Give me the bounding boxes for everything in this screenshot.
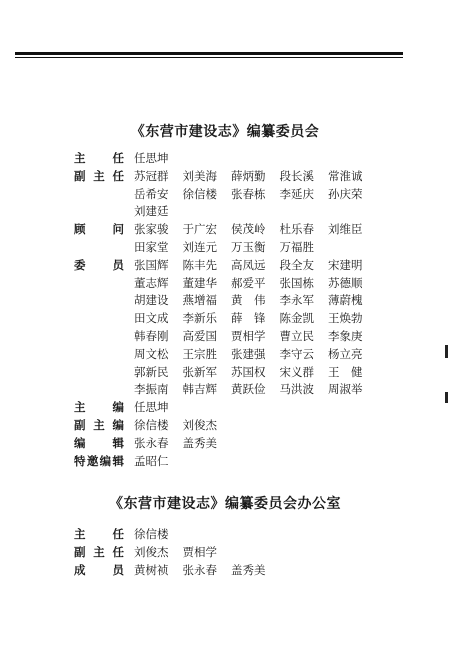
member-name: 张永春 — [134, 435, 169, 450]
member-name: 杨立亮 — [328, 346, 363, 361]
member-name: 徐信楼 — [134, 418, 169, 432]
member-name: 常淮诚 — [328, 168, 363, 183]
role-label-char: 任 — [112, 151, 124, 165]
member-name: 黄跃俭 — [231, 382, 266, 397]
role-label-char: 任 — [112, 527, 124, 541]
member-name: 苏冠群 — [134, 168, 169, 183]
role-label-char: 员 — [112, 563, 124, 578]
role-label-char: 副 — [74, 418, 86, 432]
role-label — [74, 399, 124, 415]
member-name: 高凤远 — [231, 257, 266, 272]
role-label-char: 员 — [112, 257, 124, 272]
member-name: 刘俊杰 — [182, 418, 217, 432]
member-name: 盖秀美 — [182, 435, 217, 450]
member-name: 刘俊杰 — [134, 545, 169, 560]
role-label-char: 主 — [93, 168, 105, 183]
member-name: 李延庆 — [279, 186, 314, 201]
member-name: 韩吉辉 — [182, 382, 217, 397]
member-name: 于广宏 — [182, 222, 217, 237]
member-name: 周文松 — [134, 346, 169, 361]
role-label — [74, 526, 124, 542]
member-name: 宋义群 — [279, 364, 314, 379]
member-name: 董志辉 — [134, 275, 169, 290]
role-label-char: 顾 — [74, 222, 86, 237]
member-name: 段长溪 — [279, 168, 314, 183]
name-row — [134, 239, 328, 255]
member-name: 张新军 — [182, 364, 217, 379]
name-row — [134, 435, 231, 451]
member-name: 田家堂 — [134, 240, 169, 254]
role-label-char: 委 — [74, 257, 86, 272]
member-name: 苏德顺 — [328, 275, 363, 290]
name-row — [134, 453, 183, 469]
role-label-char: 主 — [93, 545, 105, 560]
name-row — [134, 186, 377, 202]
member-name: 王焕勃 — [328, 311, 363, 326]
role-label-char: 辑 — [112, 435, 124, 450]
member-name: 段全友 — [279, 257, 314, 272]
member-name: 苏国权 — [231, 364, 266, 379]
member-name: 贾相学 — [182, 545, 217, 560]
role-label-char: 特 — [74, 453, 86, 468]
name-row — [134, 275, 377, 291]
role-label — [74, 453, 124, 469]
name-row — [134, 310, 377, 326]
member-name: 孙庆荣 — [328, 186, 363, 201]
office-title: 《东营市建设志》编纂委员会办公室 — [109, 496, 341, 512]
member-name: 刘美海 — [182, 168, 217, 183]
member-name: 李守云 — [279, 346, 314, 361]
member-name: 薛 锋 — [231, 311, 266, 326]
member-name: 王 健 — [328, 364, 363, 379]
top-rule-thick — [15, 52, 403, 55]
name-row — [134, 526, 183, 542]
member-name: 李振南 — [134, 382, 169, 397]
member-name: 徐信楼 — [182, 186, 217, 201]
name-row — [134, 417, 231, 433]
member-name: 马洪波 — [279, 382, 314, 397]
member-name: 薄蔚槐 — [328, 293, 363, 308]
role-label — [74, 168, 124, 184]
role-label — [74, 257, 124, 273]
role-label-char: 主 — [93, 418, 105, 432]
member-name: 董建华 — [182, 275, 217, 290]
member-name: 张永春 — [182, 563, 217, 578]
role-label-char: 成 — [74, 563, 86, 578]
member-name: 韩春刚 — [134, 329, 169, 343]
role-label-char: 任 — [112, 168, 124, 183]
edge-mark — [445, 345, 448, 358]
member-name: 陈金凯 — [279, 311, 314, 326]
member-name: 万玉衡 — [231, 240, 266, 254]
member-name: 李新乐 — [182, 311, 217, 326]
member-name: 贾相学 — [231, 329, 266, 343]
member-name: 陈丰先 — [182, 257, 217, 272]
member-name: 王宗胜 — [182, 346, 217, 361]
member-name: 刘建廷 — [134, 204, 169, 219]
edge-mark — [445, 392, 448, 403]
member-name: 宋建明 — [328, 257, 363, 272]
role-label-char: 主 — [74, 151, 86, 165]
name-row — [134, 381, 377, 397]
name-row — [134, 257, 377, 273]
member-name: 张家骏 — [134, 222, 169, 237]
member-name: 任思坤 — [134, 151, 169, 165]
name-row — [134, 203, 183, 219]
name-row — [134, 328, 377, 344]
role-label-char: 辑 — [112, 453, 124, 468]
role-label — [74, 417, 124, 433]
role-label-char: 副 — [74, 168, 86, 183]
member-name: 张国辉 — [134, 257, 169, 272]
member-name: 薛炳勤 — [231, 168, 266, 183]
member-name: 徐信楼 — [134, 527, 169, 541]
member-name: 张国栋 — [279, 275, 314, 290]
role-label — [74, 544, 124, 560]
name-row — [134, 168, 377, 184]
member-name: 黄 伟 — [231, 293, 266, 308]
role-label-char: 主 — [74, 400, 86, 415]
member-name: 万福胜 — [279, 240, 314, 254]
role-label-char: 编 — [74, 435, 86, 450]
role-label — [74, 435, 124, 451]
role-label — [74, 150, 124, 166]
member-name: 孟昭仁 — [134, 453, 169, 468]
role-label-char: 主 — [74, 527, 86, 541]
committee-title: 《东营市建设志》编纂委员会 — [130, 124, 320, 140]
member-name: 高爱国 — [182, 329, 217, 343]
member-name: 李象庚 — [328, 329, 363, 343]
member-name: 黄树祯 — [134, 563, 169, 578]
member-name: 燕增福 — [182, 293, 217, 308]
member-name: 岳希安 — [134, 186, 169, 201]
role-label-char: 编 — [99, 453, 112, 468]
role-label-char: 副 — [74, 545, 86, 560]
name-row — [134, 346, 377, 362]
name-row — [134, 544, 231, 560]
role-label — [74, 562, 124, 578]
member-name: 刘维臣 — [328, 222, 363, 237]
member-name: 郭新民 — [134, 364, 169, 379]
role-label-char: 问 — [112, 222, 124, 237]
member-name: 任思坤 — [134, 400, 169, 415]
role-label-char: 邀 — [86, 453, 99, 468]
role-label-char: 任 — [112, 545, 124, 560]
name-row — [134, 292, 377, 308]
member-name: 田文成 — [134, 311, 169, 326]
member-name: 刘连元 — [182, 240, 217, 254]
name-row — [134, 399, 183, 415]
member-name: 张春栋 — [231, 186, 266, 201]
name-row — [134, 150, 183, 166]
member-name: 李永军 — [279, 293, 314, 308]
role-label-char: 编 — [112, 418, 124, 432]
member-name: 周淑举 — [328, 382, 363, 397]
member-name: 张建强 — [231, 346, 266, 361]
member-name: 盖秀美 — [231, 563, 266, 578]
role-label-char: 编 — [112, 400, 124, 415]
name-row — [134, 221, 377, 237]
member-name: 曹立民 — [279, 329, 314, 343]
role-label — [74, 221, 124, 237]
top-rule-thin — [15, 57, 403, 58]
name-row — [134, 364, 377, 380]
name-row — [134, 562, 280, 578]
member-name: 杜乐春 — [279, 222, 314, 237]
member-name: 胡建设 — [134, 293, 169, 308]
member-name: 侯茂岭 — [231, 222, 266, 237]
member-name: 郝爱平 — [231, 275, 266, 290]
